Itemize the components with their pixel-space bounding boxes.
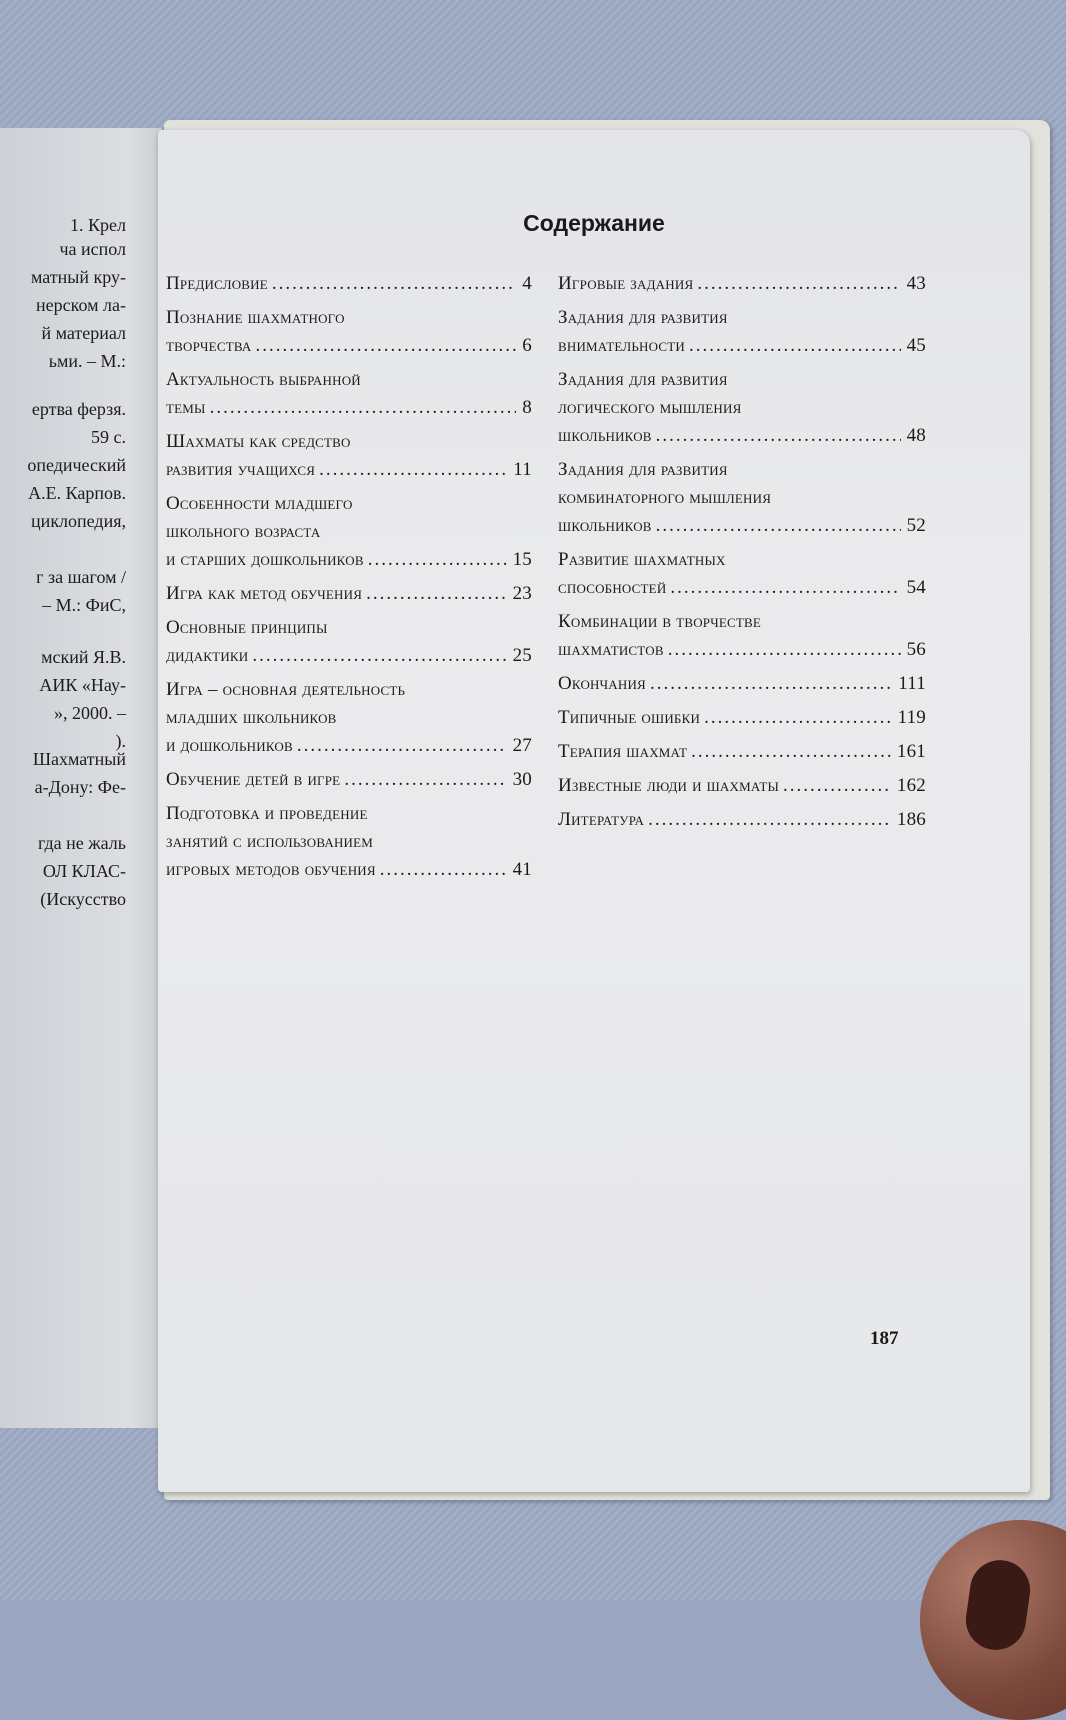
toc-entry-title: Комбинации в творчестве — [558, 611, 762, 632]
toc-entry-title: младших школьников — [166, 707, 337, 728]
toc-leader-dots — [319, 456, 507, 484]
left-page — [0, 128, 162, 1428]
toc-entry-page: 15 — [512, 549, 532, 570]
toc-entry-title: Задания для развития — [558, 307, 728, 328]
left-page-line: 1. Крел — [70, 215, 126, 235]
left-page-line: опедический — [27, 455, 126, 475]
toc-entry-title: внимательности — [558, 335, 685, 356]
toc-entry — [558, 456, 926, 540]
left-page-line: а-Дону: Фе- — [34, 777, 126, 797]
left-page-line: г за шагом / — [36, 567, 126, 587]
toc-entry-page: 6 — [522, 335, 532, 356]
toc-entry — [166, 304, 532, 360]
left-page-line: – М.: ФиС, — [42, 595, 126, 615]
toc-entry-title: Игровые задания — [558, 273, 694, 294]
left-page-line: ). — [115, 731, 126, 751]
toc-entry — [166, 676, 532, 760]
toc-entry-title: и дошкольников — [166, 735, 293, 756]
toc-leader-dots — [656, 512, 901, 540]
toc-leader-dots — [297, 732, 507, 760]
toc-leader-dots — [252, 642, 506, 670]
left-page-line: ьми. – М.: — [48, 351, 126, 371]
toc-entry-title: Предисловие — [166, 273, 268, 294]
book-page — [158, 130, 1030, 1492]
left-page-line: й материал — [41, 323, 126, 343]
toc-entry-title: дидактики — [166, 645, 249, 666]
toc-leader-dots — [368, 546, 507, 574]
toc-entry-page: 41 — [512, 859, 532, 880]
toc-entry — [166, 428, 532, 484]
toc-leader-dots — [704, 704, 892, 732]
left-page-line: ОЛ КЛАС- — [42, 861, 126, 881]
toc-entry-title: Подготовка и проведение — [166, 803, 368, 824]
left-page-line: циклопедия, — [31, 511, 126, 531]
toc-leader-dots — [366, 580, 507, 608]
toc-entry-title: способностей — [558, 577, 667, 598]
toc-entry-page: 48 — [906, 425, 926, 446]
toc-entry-title: Обучение детей в игре — [166, 769, 341, 790]
left-page-line: ертва ферзя. — [31, 399, 126, 419]
toc-entry — [558, 608, 926, 664]
toc-entry — [166, 490, 532, 574]
toc-entry-page: 111 — [898, 673, 926, 694]
toc-entry-title: Известные люди и шахматы — [558, 775, 779, 796]
toc-entry — [166, 614, 532, 670]
toc-entry-title: творчества — [166, 335, 252, 356]
toc-entry-title: Развитие шахматных — [558, 549, 726, 570]
page-title: Содержание — [523, 210, 665, 236]
toc-leader-dots — [344, 766, 506, 794]
toc-leader-dots — [210, 394, 517, 422]
toc-entry-title: логического мышления — [558, 397, 742, 418]
toc-entry-title: школьников — [558, 515, 652, 536]
left-page-line: А.Е. Карпов. — [28, 483, 126, 503]
toc-entry-title: Актуальность выбранной — [166, 369, 361, 390]
toc-entry-page: 56 — [906, 639, 926, 660]
toc-entry — [558, 738, 926, 766]
toc-entry-title: Окончания — [558, 673, 646, 694]
toc-leader-dots — [380, 856, 507, 884]
toc-entry-page: 11 — [513, 459, 532, 480]
toc-entry-title: Познание шахматного — [166, 307, 345, 328]
toc-right-column — [558, 270, 926, 840]
toc-entry — [166, 580, 532, 608]
left-page-line: гда не жаль — [37, 833, 126, 853]
toc-entry-page: 45 — [906, 335, 926, 356]
toc-entry-title: школьного возраста — [166, 521, 321, 542]
toc-entry-page: 43 — [906, 273, 926, 294]
toc-entry-title: темы — [166, 397, 206, 418]
toc-entry — [166, 800, 532, 884]
toc-entry — [558, 670, 926, 698]
toc-leader-dots — [689, 332, 901, 360]
toc-entry — [558, 366, 926, 450]
toc-entry-title: комбинаторного мышления — [558, 487, 772, 508]
toc-entry-title: школьников — [558, 425, 652, 446]
toc-entry-title: и старших дошкольников — [166, 549, 364, 570]
toc-entry-page: 119 — [897, 707, 926, 728]
toc-entry-title: шахматистов — [558, 639, 664, 660]
toc-entry-title: Задания для развития — [558, 459, 728, 480]
toc-entry-page: 162 — [896, 775, 926, 796]
toc-leader-dots — [783, 772, 891, 800]
toc-entry-title: Основные принципы — [166, 617, 328, 638]
toc-entry-title: Типичные ошибки — [558, 707, 701, 728]
toc-entry-page: 4 — [522, 273, 532, 294]
toc-leader-dots — [668, 636, 901, 664]
toc-entry — [166, 270, 532, 298]
toc-entry-title: игровых методов обучения — [166, 859, 376, 880]
toc-entry — [558, 304, 926, 360]
toc-entry-page: 23 — [512, 583, 532, 604]
left-page-line: », 2000. – — [54, 703, 126, 723]
toc-entry — [558, 772, 926, 800]
toc-leader-dots — [650, 670, 892, 698]
toc-entry-title: развития учащихся — [166, 459, 316, 480]
toc-entry-page: 161 — [896, 741, 926, 762]
toc-leader-dots — [656, 422, 901, 450]
toc-leader-dots — [697, 270, 900, 298]
toc-entry-page: 186 — [896, 809, 926, 830]
left-page-line: 59 с. — [91, 427, 126, 447]
toc-entry — [558, 704, 926, 732]
toc-leader-dots — [255, 332, 516, 360]
toc-leader-dots — [648, 806, 891, 834]
toc-entry-page: 52 — [906, 515, 926, 536]
toc-leader-dots — [272, 270, 516, 298]
left-page-line: Шахматный — [32, 749, 126, 769]
toc-entry — [558, 546, 926, 602]
page-number: 187 — [870, 1328, 899, 1349]
left-page-line: ча испол — [59, 239, 126, 259]
toc-entry-page: 54 — [906, 577, 926, 598]
toc-entry — [166, 766, 532, 794]
toc-entry-title: Терапия шахмат — [558, 741, 688, 762]
toc-left-column — [166, 270, 532, 890]
toc-entry — [558, 806, 926, 834]
left-page-line: АИК «Нау- — [39, 675, 126, 695]
toc-entry — [558, 270, 926, 298]
toc-entry-title: Литература — [558, 809, 645, 830]
toc-leader-dots — [691, 738, 891, 766]
toc-entry-page: 30 — [512, 769, 532, 790]
toc-entry-page: 25 — [512, 645, 532, 666]
toc-entry-title: Шахматы как средство — [166, 431, 351, 452]
left-page-line: (Искусство — [40, 889, 126, 909]
toc-entry-title: Задания для развития — [558, 369, 728, 390]
toc-entry-page: 8 — [522, 397, 532, 418]
toc-leader-dots — [670, 574, 900, 602]
toc-entry-title: Игра как метод обучения — [166, 583, 363, 604]
toc-entry-title: занятий с использованием — [166, 831, 374, 852]
left-page-line: нерском ла- — [36, 295, 126, 315]
left-page-line: матный кру- — [30, 267, 126, 287]
toc-entry — [166, 366, 532, 422]
toc-entry-title: Игра – основная деятельность — [166, 679, 406, 700]
left-page-line: мский Я.В. — [41, 647, 126, 667]
toc-entry-page: 27 — [512, 735, 532, 756]
toc-entry-title: Особенности младшего — [166, 493, 353, 514]
